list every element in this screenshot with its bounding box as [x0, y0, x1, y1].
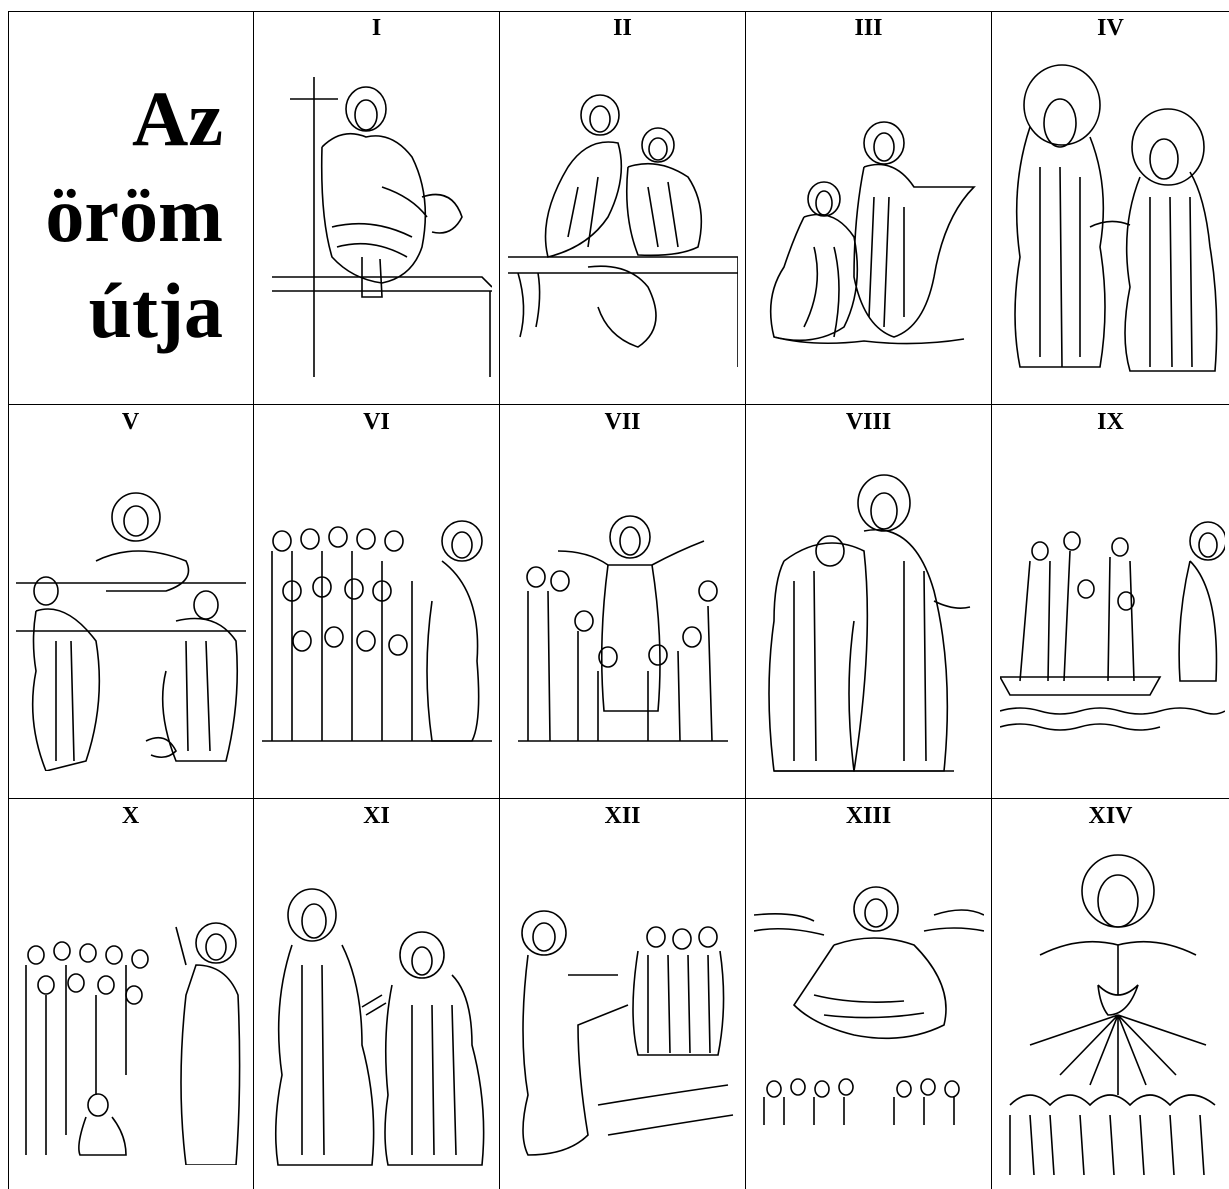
station-numeral: I — [371, 15, 382, 41]
station-numeral: XIV — [1088, 803, 1133, 829]
station-numeral: VII — [604, 409, 641, 435]
stations-table — [8, 11, 1229, 1189]
keys-to-peter-icon — [262, 835, 492, 1175]
page-title — [45, 71, 223, 359]
title-line: útja — [88, 267, 223, 354]
station-numeral: XI — [363, 803, 390, 829]
station-cell — [992, 11, 1229, 404]
thomas-icon — [754, 441, 984, 781]
title-line: Az — [132, 75, 223, 162]
crowd-preaching-icon — [16, 835, 246, 1165]
station-numeral: XIII — [845, 803, 892, 829]
station-cell — [746, 405, 991, 798]
station-cell — [254, 799, 499, 1189]
station-numeral: VIII — [845, 409, 892, 435]
pentecost-icon — [1000, 835, 1225, 1175]
ascension-icon — [754, 835, 984, 1165]
station-cell — [500, 11, 745, 404]
station-cell — [500, 799, 745, 1189]
station-cell — [8, 799, 253, 1189]
station-numeral: VI — [363, 409, 390, 435]
emmaus-icon — [16, 441, 246, 771]
station-cell — [254, 405, 499, 798]
station-numeral: V — [121, 409, 140, 435]
station-cell — [746, 11, 991, 404]
station-cell — [746, 799, 991, 1189]
mary-magdalene-icon — [754, 47, 984, 377]
apostles-gathering-icon — [262, 441, 492, 771]
title-line: öröm — [45, 171, 223, 258]
lakeshore-fishing-icon — [1000, 441, 1225, 771]
station-cell — [8, 405, 253, 798]
station-numeral: IV — [1097, 15, 1124, 41]
station-numeral: XII — [604, 803, 641, 829]
station-cell — [992, 799, 1229, 1189]
station-cell — [254, 11, 499, 404]
station-numeral: II — [613, 15, 632, 41]
sending-apostles-icon — [508, 835, 738, 1165]
appearance-to-disciples-icon — [508, 441, 738, 771]
title-cell — [8, 11, 253, 404]
station-numeral: III — [854, 15, 883, 41]
station-numeral: X — [121, 803, 140, 829]
station-cell — [992, 405, 1229, 798]
station-numeral: IX — [1097, 409, 1124, 435]
resurrection-icon — [262, 47, 492, 377]
mother-meeting-icon — [1000, 47, 1225, 387]
station-cell — [500, 405, 745, 798]
empty-tomb-icon — [508, 47, 738, 377]
